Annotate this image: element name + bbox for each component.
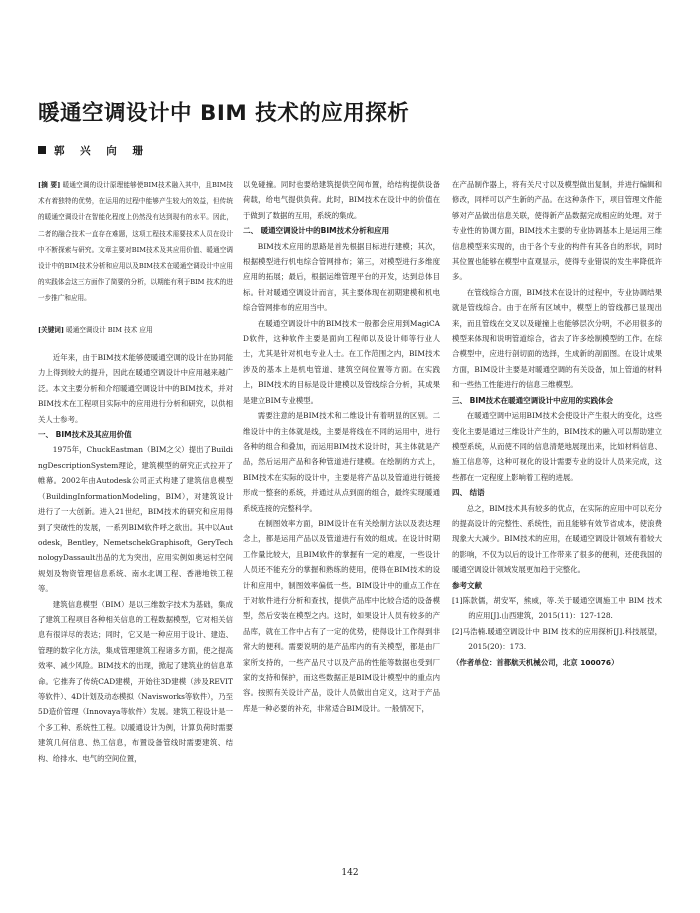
section-heading-3: 三、 BIM技术在暖通空调设计中应用的实践体会 [452,395,614,405]
author-line [38,143,149,158]
paragraph: 1975年，ChuckEastman（BIM之父）提出了BuildingDescriptionSystem理论，建筑模型的研究正式拉开了帷幕。2002年由Autodesk公司正式构建了建筑信息模型（BuildingInformationModeling，BIM），对建筑设计进行了一大创新。进入21世纪，BIM技术的研究和应用得到了突破性的发展，一系列BIM软件呼之欲出。其中以Autodesk，Bentley，NemetschekGraphisoft，GeryTechnologyDassault出品的尤为突出，应用实例如奥运村空间规划及物资管理信息系统、南水北调工程、香港地铁工程等。 [38,445,233,594]
abstract-text: 暖通空调的设计原理能够使BIM技术融入其中，且BIM技术有着独特的优势，在运用的过程中能够产生较大的效益，但传统的暖通空调设计在智能化程度上仍然没有达到现有的水平。因此，二者的融合技术一直存在难题，这项工程技术需要技术人员在设计中不断探索与研究。文章主要对BIM技术及其应用价值、暖通空调设计中的BIM技术分析和应用以及BIM技术在暖通空调设计中应用的实践体会这三方面作了简要的分析，以期能有利于BIM 技术的进一步推广和应用。 [38,181,233,303]
keywords-label: [关键词] [38,325,65,334]
abstract-label: [摘 要] [38,181,61,189]
paragraph: 在管线综合方面，BIM技术在设计的过程中，专业协调结果就是管线综合。由于在所有区域中，模型上的管线都已显现出来，而且管线在交叉以及碰撞上也能够层次分明，不必用很多的模型来体现和说明管道综合，省去了许多绘制模型的工作。在综合模型中，应进行剖切面的选择，生成新的剖面图。在设计成果方面，BIM设计主要是对暖通空调的有关设备，加上管道的材料和一些热工性能进行的信息三维模型。 [452,287,662,390]
column-3 [452,177,662,670]
author-square-icon [38,146,46,154]
paragraph: 在产品制作器上，将有关尺寸以及模型做出复制，并进行编辑和修改，同样可以产生新的产品。在这种条件下，项目管理文件能够对产品做出信息关联，使得新产品数据完成相应的处理。对于专业性的协调方面，BIM技术主要的专业协调基本上是运用三维信息模型来实现的，由于各个专业的构件有其各自的形状，同时其位置也能够在模型中直观显示，使得专业错误的发生率降低许多。 [452,180,662,282]
section-heading-1: 一、 BIM技术及其应用价值 [38,430,132,440]
keywords [38,323,233,338]
abstract [38,177,233,307]
paragraph: 总之，BIM技术具有较多的优点，在实际的应用中可以充分的提高设计的完整性、系统性，而且能够有效节省成本，使浪费现象大大减少。BIM技术的应用，在暖通空调设计领域有着较大的影响，不仅为以后的设计工作带来了很多的便利，还使我国的暖通空调设计领域发展更加趋于完整化。 [452,503,662,575]
section-heading-4: 四、 结语 [452,488,485,498]
reference-item: [1]陈款儒，胡安军，熊威，等.关于暖通空调施工中 BIM 技术的应用[J].山西建筑，2015(11)：127-128. [452,595,662,621]
references-heading: 参考文献 [452,580,482,590]
keywords-text: 暖通空调设计 BIM 技术 应用 [66,325,153,334]
intro-paragraph: 近年来，由于BIM技术能够使暖通空调的设计在协同能力上得到较大的提升，因此在暖通空调设计中应用越来越广泛。本文主要分析和介绍暖通空调设计中的BIM技术，并对BIM技术在工程项目实际中的应用进行分析和研究，以供相关人士参考。 [38,353,233,424]
article-title: 暖通空调设计中 BIM 技术的应用探析 [38,101,410,126]
paragraph: 需要注意的是BIM技术和二维设计有着明显的区别。二维设计中的主体就是线，主要是将线在不同的运用中，进行各种的组合和叠加，而运用BIM技术设计时，其主体就是产品，然后运用产品和各种管道进行建模。在绘制的方式上，BIM技术在实际的设计中，主要是将产品以及管道进行链接形成一整套的系统，并通过从点到面的组合，最终实现暖通系统连接的完整科学。 [243,411,440,513]
paragraph: 以免碰撞。同时也要给建筑提供空间布置，给结构提供设备荷载，给电气提供负荷。此时，BIM技术在设计中的价值在于做到了数据的互用，系统的集成。 [243,180,440,220]
section-heading-2: 二、 暖通空调设计中的BIM技术分析和应用 [243,226,390,236]
column-1 [38,177,233,766]
paragraph: 在制图效率方面，BIM设计在有关绘制方法以及表达理念上，都是运用产品以及管道进行有效的组成。在设计时期工作量比较大，且BIM软件的掌握有一定的难度，一些设计人员还不能充分的掌握和熟练的使用，使得在BIM技术的设计和应用中，制图效率偏低一些。BIM设计中的重点工作在于对软件进行分析和查找，提供产品库中比较合适的设备模型，然后安装在模型之内。这时，如果设计人员有较多的产品库，就在工作中占有了一定的优势，使得设计工作得到非常大的便利。需要说明的是产品库内的有关模型，都是由厂家所支持的，一些产品尺寸以及产品的性能等数据也受到厂家的支持和保护，而这些数据正是BIM设计模型中的重点内容。按照有关设计产品，设计人员做出自定义，这对于产品库是一种必要的补充，非常适合BIM设计。一般情况下， [243,518,440,713]
paragraph: 建筑信息模型（BIM）是以三维数字技术为基础，集成了建筑工程项目各种相关信息的工程数据模型，它对相关信息有很详尽的表达；同时，它又是一种应用于设计、建造、管理的数字化方法，集成管理建筑工程诸多方面，使之提高效率、减少风险。BIM技术的出现，掀起了建筑业的信息革命。它推奔了传统CAD建模，开始往3D建模（涉及REVIT等软件）、4D计划及动态模拟（Navisworks等软件），乃至5D造价管理（Innovaya等软件）发展。建筑工程设计是一个多工种、系统性工程。以暖通设计为例，计算负荷时需要建筑几何信息、热工信息，布置设备管线时需要建筑、结构、给排水、电气的空间位置， [38,599,233,763]
reference-item: [2]马浩楠.暖通空调设计中 BIM 技术的应用探析[J].科技展望，2015(20)：173. [452,626,662,652]
paragraph: BIM技术应用的思路是首先根据目标进行建模；其次，根据模型进行机电综合管网排布；第三，对模型进行多维度应用的拓展；最后，根据运维管理平台的开发，达到总体目标。针对暖通空调设计而言，其主要体现在初期建模和机电综合管网排布的应用当中。 [243,241,440,313]
author-names: 郭 兴 向 珊 [54,145,149,157]
author-affiliation: （作者单位：首都航天机械公司，北京 100076） [452,657,619,667]
column-2 [243,177,440,716]
page-number: 142 [341,868,359,878]
paragraph: 在暖通空调中运用BIM技术会使设计产生很大的变化，这些变化主要是通过三维设计产生的，BIM技术的融入可以帮助建立模型系统，从而使不同的信息清楚地展现出来，比如材料信息、施工信息等，这种可视化的设计需要专业的设计人员来完成，这些都在一定程度上影响着工程的进展。 [452,411,662,482]
paragraph: 在暖通空调设计中的BIM技术一般都会应用到MagiCAD软件，这种软件主要是面向工程师以及设计师等行业人士，尤其是针对机电专业人士。在工作范围之内，BIM技术涉及的基本上是机电管道、建筑空间位置等方面。在实践上，BIM技术的目标是设计建模以及管线综合分析，其成果是建立BIM专业模型。 [243,318,440,405]
